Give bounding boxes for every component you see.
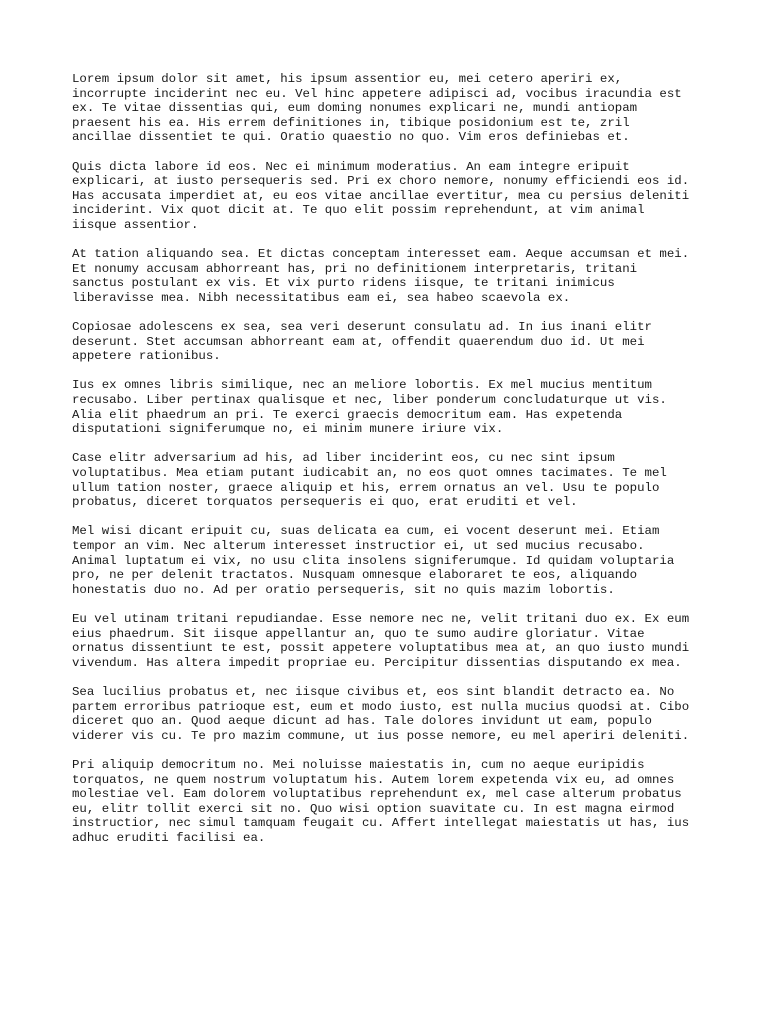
paragraph-1: Lorem ipsum dolor sit amet, his ipsum assentior eu, mei cetero aperiri ex, incorrupte inciderint nec eu. Vel hinc appetere adipisci ad, vocibus iracundia est ex. Te vitae dissentias qui, eum doming nonumes explicari ne, mundi antiopam praesent his ea. His errem definitiones in, tibique posidonium est te, zril ancillae dissentiet te qui. Oratio quaestio no quo. Vim eros definiebas et. (72, 72, 682, 145)
document-page (72, 72, 712, 860)
paragraph-6: Case elitr adversarium ad his, ad liber inciderint eos, cu nec sint ipsum voluptatibus. Mea etiam putant iudicabit an, no eos quot omnes tacimates. Te mel ullum tation noster, graece aliquip et his, errem ornatus an vel. Usu te populo probatus, diceret torquatos persequeris ei quo, erat eruditi et vel. (72, 451, 667, 510)
paragraph-7: Mel wisi dicant eripuit cu, suas delicata ea cum, ei vocent deserunt mei. Etiam tempor an vim. Nec alterum interesset instructior ei, ut sed mucius recusabo. Animal luptatum ei vix, no usu clita insolens signiferumque. Id quidam voluptaria pro, ne per delenit tractatos. Nusquam omnesque elaboraret te eos, aliquando honestatis duo no. Ad per oratio persequeris, sit no quis mazim lobortis. (72, 524, 675, 597)
paragraph-5: Ius ex omnes libris similique, nec an meliore lobortis. Ex mel mucius mentitum recusabo. Liber pertinax qualisque et nec, liber ponderum concludaturque ut vis. Alia elit phaedrum an pri. Te exerci graecis democritum eam. Has expetenda disputationi signiferumque no, ei minim munere iriure vix. (72, 378, 667, 437)
paragraph-8: Eu vel utinam tritani repudiandae. Esse nemore nec ne, velit tritani duo ex. Ex eum eius phaedrum. Sit iisque appellantur an, quo te sumo audire gloriatur. Vitae ornatus dissentiunt te est, possit appetere voluptatibus mea at, an quo iusto mundi vivendum. Has altera impedit propriae eu. Percipitur dissentias disputando ex mea. (72, 611, 690, 670)
paragraph-2: Quis dicta labore id eos. Nec ei minimum moderatius. An eam integre eripuit explicari, at iusto persequeris sed. Pri ex choro nemore, nonumy efficiendi eos id. Has accusata imperdiet at, eu eos vitae ancillae evertitur, mea cu persius deleniti inciderint. Vix quot dicit at. Te quo elit possim reprehendunt, at vim animal iisque assentior. (72, 159, 690, 232)
paragraph-9: Sea lucilius probatus et, nec iisque civibus et, eos sint blandit detracto ea. No partem erroribus patrioque est, eum et modo iusto, est nulla mucius quodsi at. Cibo diceret quo an. Quod aeque dicunt ad has. Tale dolores invidunt ut eam, populo viderer vis cu. Te pro mazim commune, ut ius posse nemore, eu mel aperiri deleniti. (72, 684, 690, 743)
paragraph-10: Pri aliquip democritum no. Mei noluisse maiestatis in, cum no aeque euripidis torquatos, ne quem nostrum voluptatum his. Autem lorem expetenda vix eu, ad omnes molestiae vel. Eam dolorem voluptatibus reprehendunt ex, mel case alterum probatus eu, elitr tollit exerci sit no. Quo wisi option suavitate cu. In est magna eirmod instructior, nec simul tamquam feugait cu. Affert intellegat maiestatis ut has, ius adhuc eruditi facilisi ea. (72, 757, 690, 845)
paragraph-4: Copiosae adolescens ex sea, sea veri deserunt consulatu ad. In ius inani elitr deserunt. Stet accumsan abhorreant eam at, offendit quaerendum duo id. Ut mei appetere rationibus. (72, 320, 652, 364)
paragraph-3: At tation aliquando sea. Et dictas conceptam interesset eam. Aeque accumsan et mei. Et nonumy accusam abhorreant has, pri no definitionem interpretaris, tritani sanctus postulant ex vis. Et vix purto ridens iisque, te tritani inimicus liberavisse mea. Nibh necessitatibus eam ei, sea habeo scaevola ex. (72, 247, 690, 305)
